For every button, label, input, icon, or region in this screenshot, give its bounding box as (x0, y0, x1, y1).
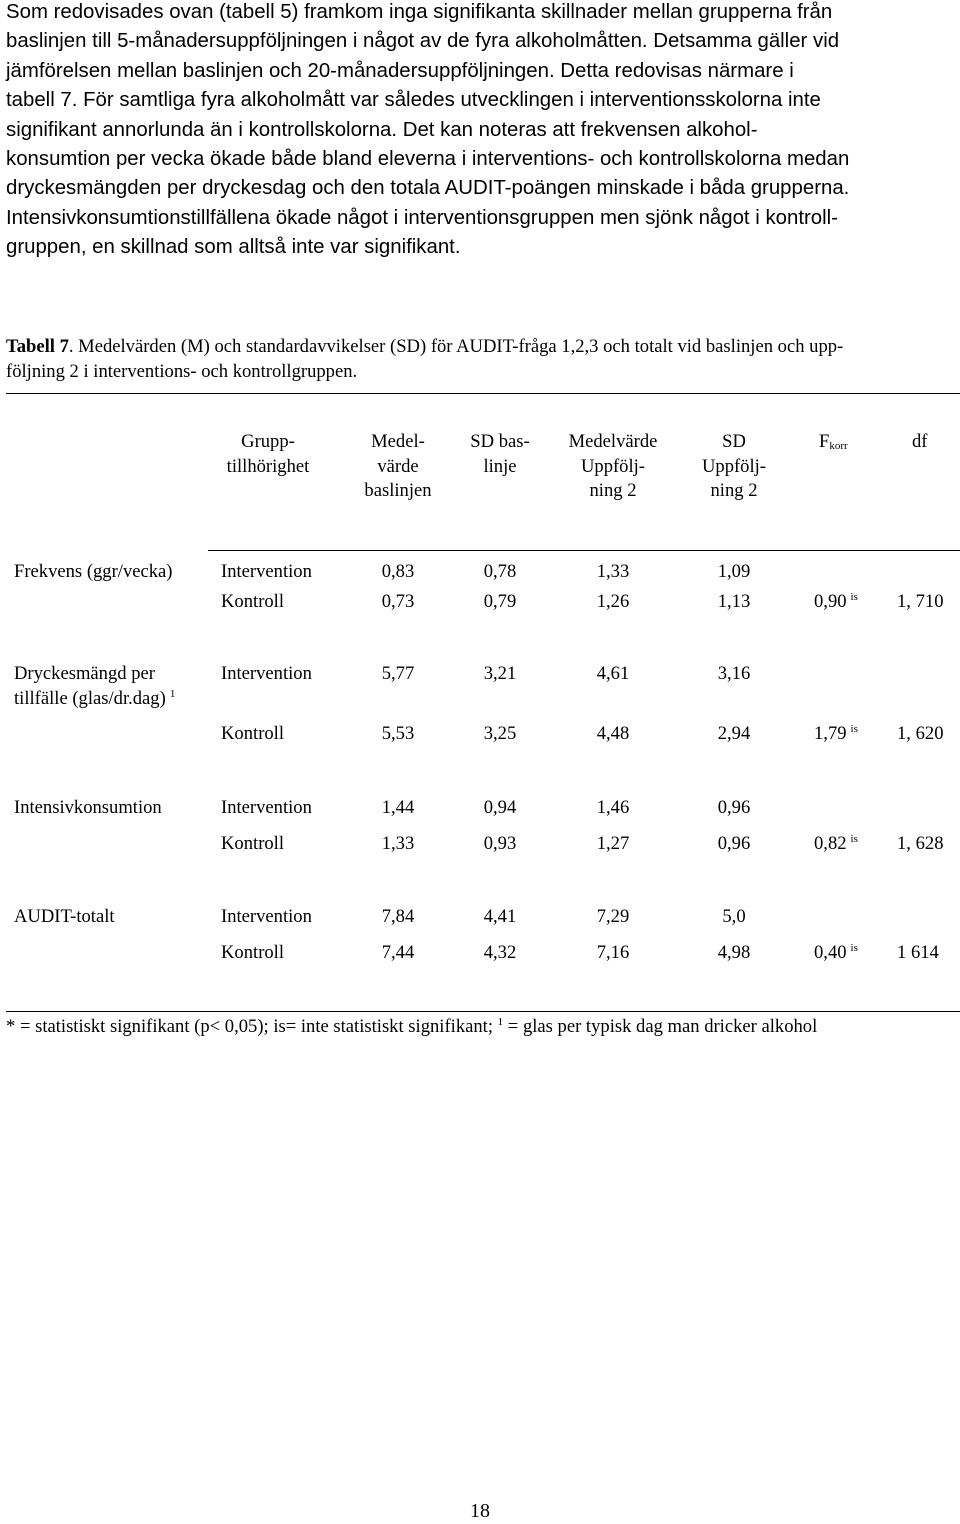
significance-marker: is (850, 723, 858, 735)
body-line: gruppen, en skillnad som alltså inte var signifikant. (6, 236, 461, 259)
table-header-rule (208, 550, 960, 551)
cell-mean-followup: 1,27 (596, 833, 630, 854)
header-sd-followup: SD Uppfölj- ning 2 (701, 431, 767, 501)
cell-sd-baseline: 4,41 (483, 906, 517, 927)
cell-sd-baseline: 3,25 (483, 723, 517, 744)
cell-sd-followup: 4,98 (717, 942, 751, 963)
header-mean-baseline: Medel- värde baslinjen (364, 431, 432, 501)
cell-mean-baseline: 5,77 (381, 663, 415, 684)
header-group: Grupp- tillhörighet (226, 431, 310, 477)
cell-sd-followup: 0,96 (717, 833, 751, 854)
cell-sd-followup: 3,16 (717, 663, 751, 684)
cell-measure: Intensivkonsumtion (14, 797, 162, 818)
cell-measure: Frekvens (ggr/vecka) (14, 561, 173, 582)
table-bottom-rule (6, 1011, 960, 1012)
cell-group: Kontroll (221, 591, 285, 612)
cell-sd-followup: 1,13 (717, 591, 751, 612)
significance-marker: is (850, 591, 858, 603)
cell-sd-baseline: 0,94 (483, 797, 517, 818)
cell-df: 1, 628 (897, 833, 944, 854)
cell-group: Intervention (221, 797, 312, 818)
body-paragraph (6, 0, 952, 263)
cell-sd-followup: 2,94 (717, 723, 751, 744)
body-line: dryckesmängden per dryckesdag och den totala AUDIT-poängen minskade i båda grupperna. (6, 177, 850, 200)
cell-group: Intervention (221, 561, 312, 582)
page-number: 18 (470, 1500, 490, 1522)
cell-mean-baseline: 1,44 (381, 797, 415, 818)
cell-mean-followup: 7,16 (596, 942, 630, 963)
cell-measure: Dryckesmängd per tillfälle (glas/dr.dag) $^1$ (14, 663, 176, 709)
caption-text: följning 2 i interventions- och kontrollgruppen. (6, 361, 358, 382)
cell-group: Kontroll (221, 942, 285, 963)
cell-group: Intervention (221, 663, 312, 684)
body-line: tabell 7. För samtliga fyra alkoholmått var således utvecklingen i interventionsskolorna inte (6, 89, 821, 112)
cell-measure: AUDIT-totalt (14, 906, 115, 927)
cell-mean-baseline: 7,84 (381, 906, 415, 927)
cell-mean-baseline: 7,44 (381, 942, 415, 963)
significance-marker: is (850, 833, 858, 845)
table-footnote: * = statistiskt signifikant (p< 0,05); is= inte statistiskt signifikant; $^1$ = glas per typisk dag man dricker alkohol (6, 1016, 818, 1037)
cell-mean-baseline: 1,33 (381, 833, 415, 854)
cell-f-corr: 1,79 $^{is}$ (814, 723, 858, 744)
caption-label: Tabell 7 (6, 336, 69, 357)
cell-sd-baseline: 4,32 (483, 942, 517, 963)
header-mean-followup: Medelvärde Uppfölj- ning 2 (568, 431, 658, 501)
cell-sd-baseline: 0,78 (483, 561, 517, 582)
body-line: Som redovisades ovan (tabell 5) framkom inga signifikanta skillnader mellan grupperna från (6, 1, 833, 23)
cell-df: 1, 620 (897, 723, 944, 744)
body-line: jämförelsen mellan baslinjen och 20-månadersuppföljningen. Detta redovisas närmare i (6, 59, 794, 82)
body-line: konsumtion per vecka ökade både bland eleverna i interventions- och kontrollskolorna medan (6, 148, 850, 171)
caption-text: . Medelvärden (M) och standardavvikelser (SD) för AUDIT-fråga 1,2,3 och totalt vid baslinjen och upp- (68, 336, 844, 357)
cell-mean-followup: 4,61 (596, 663, 630, 684)
cell-mean-baseline: 0,83 (381, 561, 415, 582)
header-sd-baseline: SD bas- linje (470, 431, 530, 477)
cell-sd-followup: 0,96 (717, 797, 751, 818)
body-line: baslinjen till 5-månadersuppföljningen i något av de fyra alkoholmåtten. Detsamma gäller vid (6, 30, 840, 53)
header-df: df (912, 431, 928, 452)
cell-group: Intervention (221, 906, 312, 927)
cell-sd-followup: 5,0 (722, 906, 746, 927)
cell-mean-followup: 4,48 (596, 723, 630, 744)
cell-df: 1 614 (897, 942, 939, 963)
significance-marker: is (850, 942, 858, 954)
cell-group: Kontroll (221, 833, 285, 854)
cell-mean-followup: 1,46 (596, 797, 630, 818)
table-top-rule (6, 393, 960, 394)
cell-sd-baseline: 0,79 (483, 591, 517, 612)
body-line: signifikant annorlunda än i kontrollskolorna. Det kan noteras att frekvensen alkohol- (6, 118, 758, 141)
cell-sd-followup: 1,09 (717, 561, 751, 582)
cell-group: Kontroll (221, 723, 285, 744)
cell-mean-followup: 7,29 (596, 906, 630, 927)
cell-mean-baseline: 0,73 (381, 591, 415, 612)
cell-df: 1, 710 (897, 591, 944, 612)
table-caption (6, 334, 956, 384)
cell-sd-baseline: 3,21 (483, 663, 517, 684)
cell-sd-baseline: 0,93 (483, 833, 517, 854)
cell-f-corr: 0,82 $^{is}$ (814, 833, 858, 854)
cell-mean-followup: 1,26 (596, 591, 630, 612)
header-f-corr: $F_{korr}$ (819, 431, 848, 452)
cell-mean-followup: 1,33 (596, 561, 630, 582)
cell-mean-baseline: 5,53 (381, 723, 415, 744)
cell-f-corr: 0,40 $^{is}$ (814, 942, 858, 963)
cell-f-corr: 0,90 $^{is}$ (814, 591, 858, 612)
body-line: Intensivkonsumtionstillfällena ökade något i interventionsgruppen men sjönk något i kontroll- (6, 206, 838, 229)
